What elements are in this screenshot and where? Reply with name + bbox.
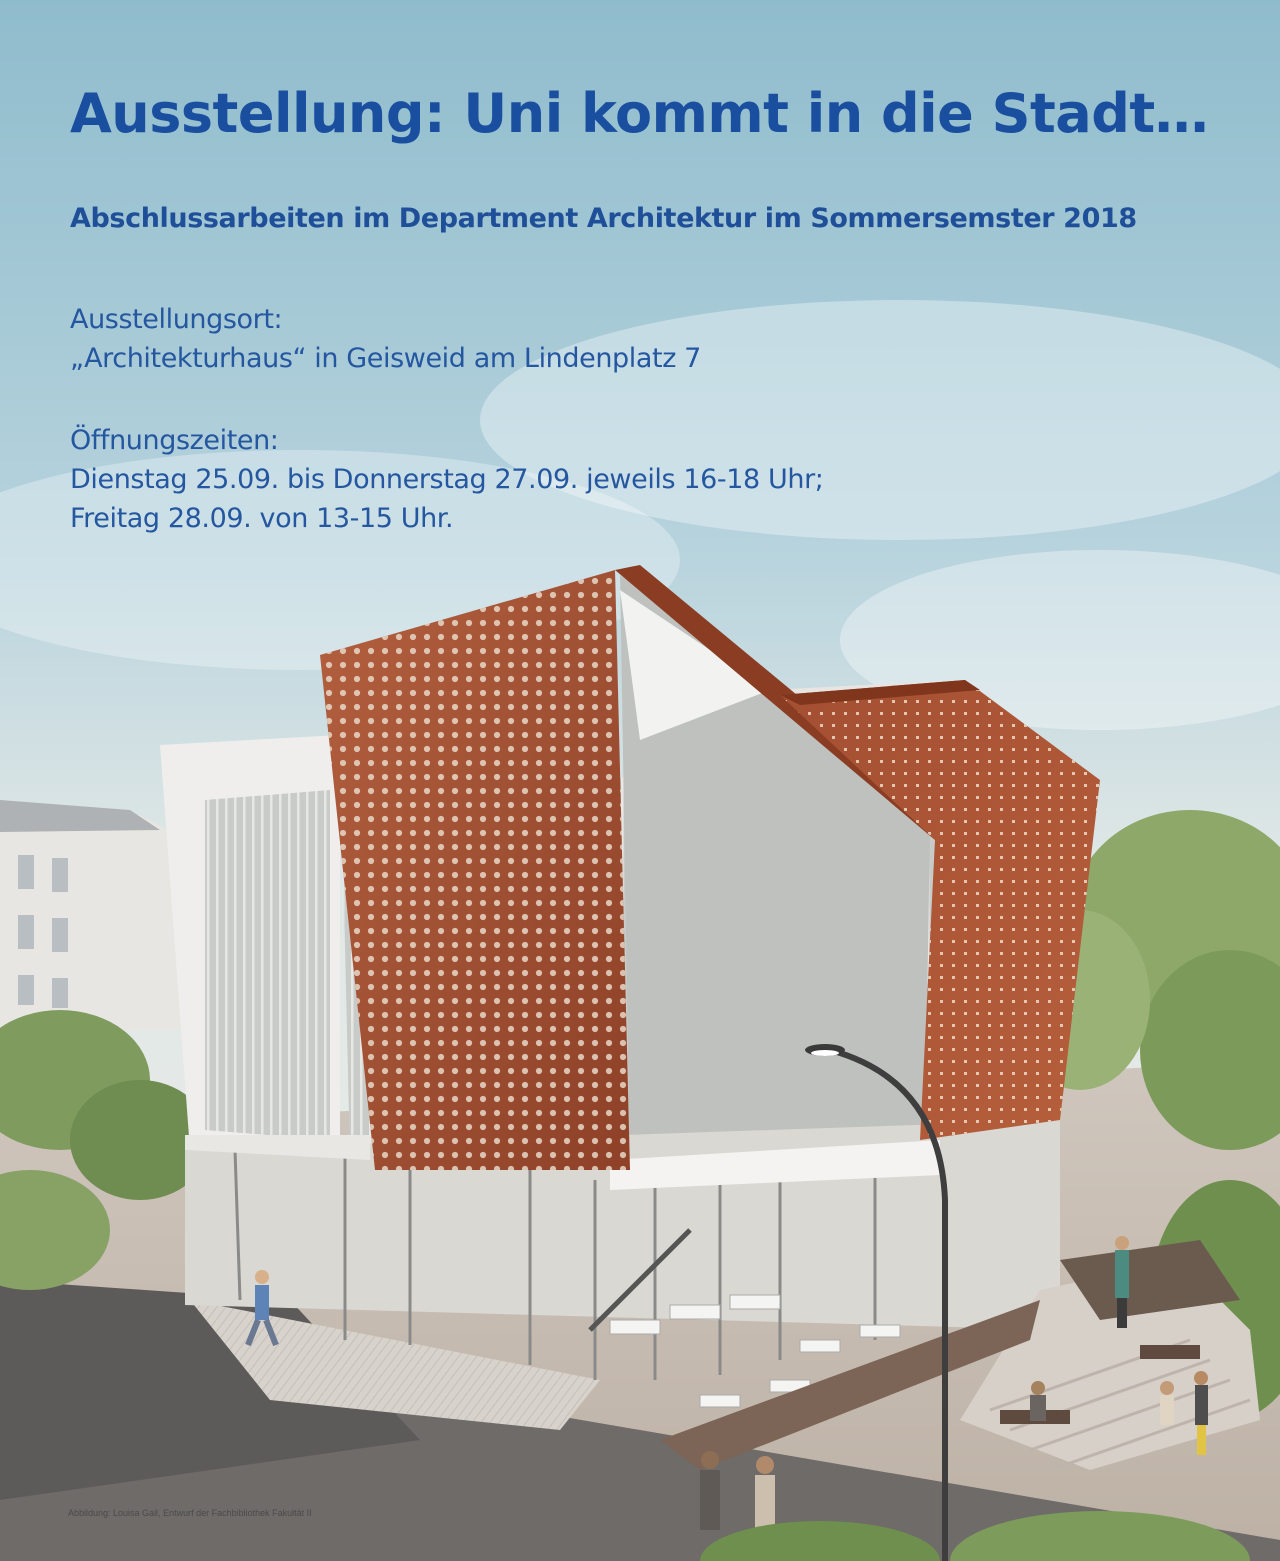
opening-hours-line-2: Freitag 28.09. von 13-15 Uhr. xyxy=(70,503,454,534)
poster-subtitle: Abschlussarbeiten im Department Architektur im Sommersemster 2018 xyxy=(70,203,1137,234)
poster-title: Ausstellung: Uni kommt in die Stadt… xyxy=(70,82,1209,145)
image-credit: Abbildung: Louisa Gail, Entwurf der Fachbibliothek Fakultät II xyxy=(68,1508,312,1518)
location-value: „Architekturhaus“ in Geisweid am Lindenplatz 7 xyxy=(70,343,701,374)
location-label: Ausstellungsort: xyxy=(70,304,283,335)
opening-hours-label: Öffnungszeiten: xyxy=(70,425,279,456)
opening-hours-line-1: Dienstag 25.09. bis Donnerstag 27.09. jeweils 16-18 Uhr; xyxy=(70,464,824,495)
